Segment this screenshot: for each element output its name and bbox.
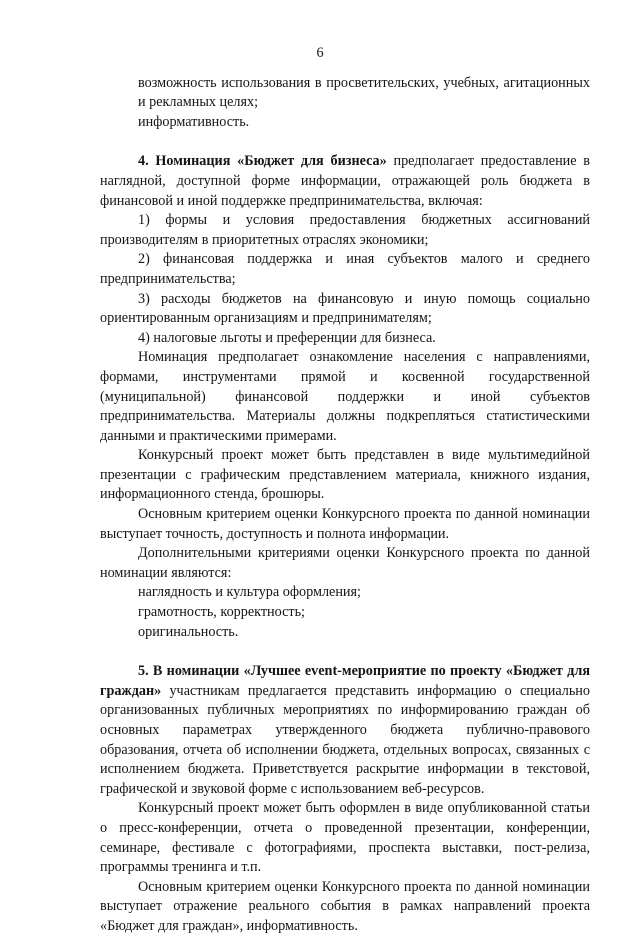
list-item: наглядность и культура оформления;	[138, 584, 361, 601]
paragraph: Конкурсный проект может быть оформлен в виде опубликованной статьи о пресс-конференции, отчета о проведенной презентации, конференции, семинаре, фестивале с фотографиями, проспекта выставки, пост-релиза, программы тренинга и т.п.	[100, 800, 590, 876]
list-item: 1) формы и условия предоставления бюджетных ассигнований производителям в приоритетных отраслях экономики;	[100, 212, 590, 248]
page-number: 6	[316, 45, 324, 61]
section4-intro	[100, 152, 590, 211]
paragraph: Основным критерием оценки Конкурсного проекта по данной номинации выступает точность, доступность и полнота информации.	[100, 506, 590, 542]
section5-intro-text: участникам предлагается представить информацию о специально организованных публичных мероприятиях по информированию граждан об основных параметрах утвержденного бюджета публично-правового образования, отчета об исполнении бюджета, отдельных вопросах, связанных с исполнением бюджета. Приветствуется раскрытие информации в текстовой, графической и звуковой форме с использованием веб-ресурсов.	[100, 682, 590, 797]
list-item: 3) расходы бюджетов на финансовую и иную помощь социально ориентированным организациям и предпринимателям;	[100, 290, 590, 327]
list-item: 2) финансовая поддержка и иная субъектов малого и среднего предпринимательства;	[100, 251, 590, 287]
list-item: 4) налоговые льготы и преференции для бизнеса.	[138, 329, 436, 346]
list-item: возможность использования в просветительских, учебных, агитационных и рекламных целях;	[138, 74, 590, 111]
section5-intro	[100, 662, 590, 799]
list-item: оригинальность.	[138, 623, 239, 640]
paragraph: Основным критерием оценки Конкурсного проекта по данной номинации выступает отражение реального события в рамках направлений проекта «Бюджет для граждан», информативность.	[100, 878, 590, 934]
section4-heading: 4. Номинация «Бюджет для бизнеса»	[138, 153, 387, 170]
paragraph: Конкурсный проект может быть представлен в виде мультимедийной презентации с графическим представлением материала, книжного издания, информационного стенда, брошюры.	[100, 447, 590, 503]
list-item: грамотность, корректность;	[138, 604, 306, 621]
spacer	[100, 132, 590, 152]
list-item: информативность.	[138, 113, 250, 130]
paragraph: Номинация предполагает ознакомление населения с направлениями, формами, инструментами прямой и косвенной государственной (муниципальной) финансовой поддержки и иной субъектов предпринимательства. Материалы должны подкрепляться статистическими данными и практическими примерами.	[100, 349, 590, 444]
paragraph: Дополнительными критериями оценки Конкурсного проекта по данной номинации являются:	[100, 545, 590, 581]
section4-intro-text: предполагает предоставление в наглядной, доступной форме информации, отражающей роль бюджета в финансовой и иной поддержке предпринимательства, включая:	[100, 153, 590, 209]
section5-heading: 5. В номинации «Лучшее event-мероприятие по проекту «Бюджет для граждан»	[100, 663, 590, 699]
spacer	[100, 642, 590, 662]
